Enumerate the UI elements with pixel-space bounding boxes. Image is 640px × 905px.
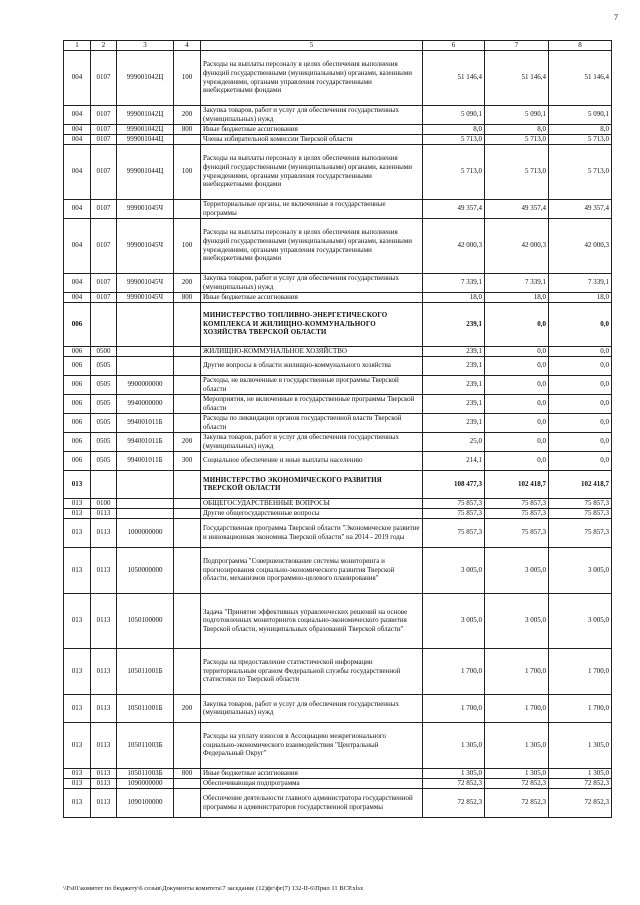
column-header: 3 (117, 41, 174, 51)
amount-col6-cell: 72 852,3 (423, 788, 485, 817)
table-row (64, 768, 612, 778)
amount-col7-cell: 49 357,4 (485, 199, 549, 218)
target-article-cell (117, 346, 174, 356)
ministry-code-cell: 004 (64, 134, 91, 144)
target-article-cell (117, 508, 174, 518)
target-article-cell: 999001044Ц (117, 134, 174, 144)
amount-col8-cell: 42 000,3 (549, 218, 612, 273)
section-code-cell: 0113 (91, 778, 117, 788)
target-article-cell: 1050100000 (117, 593, 174, 648)
amount-col8-cell: 0,0 (549, 432, 612, 451)
table-row (64, 218, 612, 273)
amount-col6-cell: 3 005,0 (423, 593, 485, 648)
description-cell: Закупка товаров, работ и услуг для обеспечения государственных (муниципальных) нужд (201, 432, 423, 451)
expense-type-cell (174, 508, 201, 518)
amount-col7-cell: 102 418,7 (485, 470, 549, 498)
section-code-cell: 0505 (91, 356, 117, 375)
section-code-cell: 0107 (91, 199, 117, 218)
expense-type-cell (174, 394, 201, 413)
ministry-code-cell: 006 (64, 394, 91, 413)
amount-col8-cell: 1 700,0 (549, 694, 612, 722)
section-code-cell: 0113 (91, 508, 117, 518)
expense-type-cell (174, 302, 201, 346)
amount-col7-cell: 5 090,1 (485, 105, 549, 124)
column-header: 5 (201, 41, 423, 51)
target-article-cell: 105011001Б (117, 648, 174, 694)
table-row (64, 50, 612, 105)
amount-col7-cell: 0,0 (485, 356, 549, 375)
description-cell: Территориальные органы, не включенные в государственные программы (201, 199, 423, 218)
amount-col7-cell: 0,0 (485, 375, 549, 394)
description-cell: Расходы, не включенные в государственные программы Тверской области (201, 375, 423, 394)
section-code-cell: 0107 (91, 105, 117, 124)
ministry-code-cell: 013 (64, 722, 91, 768)
table-row (64, 302, 612, 346)
page-number: 7 (614, 13, 618, 22)
description-cell: Расходы по ликвидации органов государственной власти Тверской области (201, 413, 423, 432)
description-cell: Обеспечивающая подпрограмма (201, 778, 423, 788)
target-article-cell: 105011001Б (117, 694, 174, 722)
amount-col6-cell: 72 852,3 (423, 778, 485, 788)
amount-col8-cell: 3 005,0 (549, 593, 612, 648)
expense-type-cell (174, 498, 201, 508)
description-cell: МИНИСТЕРСТВО ТОПЛИВНО-ЭНЕРГЕТИЧЕСКОГО КОМПЛЕКСА И ЖИЛИЩНО-КОММУНАЛЬНОГО ХОЗЯЙСТВА ТВЕРСКОЙ ОБЛАСТИ (201, 302, 423, 346)
ministry-code-cell: 006 (64, 356, 91, 375)
amount-col7-cell: 1 700,0 (485, 694, 549, 722)
amount-col7-cell: 0,0 (485, 451, 549, 470)
ministry-code-cell: 006 (64, 346, 91, 356)
table-row (64, 346, 612, 356)
amount-col8-cell: 0,0 (549, 375, 612, 394)
ministry-code-cell: 013 (64, 518, 91, 547)
target-article-cell: 994001011Б (117, 413, 174, 432)
amount-col6-cell: 239,1 (423, 394, 485, 413)
section-code-cell (91, 302, 117, 346)
description-cell: Другие вопросы в области жилищно-коммунального хозяйства (201, 356, 423, 375)
ministry-code-cell: 004 (64, 218, 91, 273)
expense-type-cell (174, 518, 201, 547)
target-article-cell: 9940000000 (117, 394, 174, 413)
amount-col8-cell: 8,0 (549, 124, 612, 134)
amount-col8-cell: 1 305,0 (549, 768, 612, 778)
column-header: 7 (485, 41, 549, 51)
section-code-cell (91, 470, 117, 498)
amount-col6-cell: 1 305,0 (423, 722, 485, 768)
expense-type-cell: 200 (174, 694, 201, 722)
description-cell: Расходы на выплаты персоналу в целях обеспечения выполнения функций государственными (муниципальными) органами, казенными учреждениями, органами управления государственными внебюджетными фондами (201, 144, 423, 199)
description-cell: Закупка товаров, работ и услуг для обеспечения государственных (муниципальных) нужд (201, 694, 423, 722)
expense-type-cell: 800 (174, 292, 201, 302)
amount-col8-cell: 72 852,3 (549, 788, 612, 817)
section-code-cell: 0107 (91, 144, 117, 199)
ministry-code-cell: 013 (64, 694, 91, 722)
amount-col7-cell: 42 000,3 (485, 218, 549, 273)
ministry-code-cell: 006 (64, 432, 91, 451)
ministry-code-cell: 006 (64, 375, 91, 394)
section-code-cell: 0113 (91, 768, 117, 778)
expense-type-cell (174, 199, 201, 218)
target-article-cell: 999001045Ч (117, 199, 174, 218)
amount-col7-cell: 18,0 (485, 292, 549, 302)
description-cell: Государственная программа Тверской области "Экономическое развитие и инновационная экономика Тверской области" на 2014 - 2019 годы (201, 518, 423, 547)
amount-col8-cell: 0,0 (549, 413, 612, 432)
section-code-cell: 0505 (91, 451, 117, 470)
section-code-cell: 0107 (91, 134, 117, 144)
amount-col6-cell: 25,0 (423, 432, 485, 451)
amount-col6-cell: 5 713,0 (423, 134, 485, 144)
ministry-code-cell: 013 (64, 547, 91, 593)
section-code-cell: 0505 (91, 432, 117, 451)
amount-col7-cell: 1 305,0 (485, 768, 549, 778)
amount-col6-cell: 75 857,3 (423, 518, 485, 547)
amount-col7-cell: 75 857,3 (485, 518, 549, 547)
amount-col8-cell: 51 146,4 (549, 50, 612, 105)
description-cell: Закупка товаров, работ и услуг для обеспечения государственных (муниципальных) нужд (201, 105, 423, 124)
description-cell: Обеспечение деятельности главного администратора государственной программы и администраторов государственной программы (201, 788, 423, 817)
amount-col8-cell: 1 700,0 (549, 648, 612, 694)
expense-type-cell (174, 134, 201, 144)
target-article-cell (117, 302, 174, 346)
ministry-code-cell: 013 (64, 778, 91, 788)
column-header: 8 (549, 41, 612, 51)
ministry-code-cell: 013 (64, 788, 91, 817)
column-header: 4 (174, 41, 201, 51)
section-code-cell: 0107 (91, 292, 117, 302)
section-code-cell: 0113 (91, 648, 117, 694)
target-article-cell: 999001042Ц (117, 105, 174, 124)
expense-type-cell: 200 (174, 273, 201, 292)
expense-type-cell (174, 375, 201, 394)
ministry-code-cell: 013 (64, 768, 91, 778)
table-row (64, 105, 612, 124)
target-article-cell (117, 356, 174, 375)
amount-col7-cell: 0,0 (485, 394, 549, 413)
table-row (64, 470, 612, 498)
table-row (64, 648, 612, 694)
section-code-cell: 0505 (91, 413, 117, 432)
ministry-code-cell: 013 (64, 470, 91, 498)
amount-col6-cell: 1 700,0 (423, 648, 485, 694)
expense-type-cell (174, 346, 201, 356)
amount-col7-cell: 75 857,3 (485, 498, 549, 508)
description-cell: Подпрограмма "Совершенствование системы мониторинга и прогнозирования социально-экономического развития Тверской области, механизмов программно-целевого планирования" (201, 547, 423, 593)
amount-col7-cell: 72 852,3 (485, 778, 549, 788)
expense-type-cell: 100 (174, 50, 201, 105)
amount-col6-cell: 5 713,0 (423, 144, 485, 199)
amount-col6-cell: 1 305,0 (423, 768, 485, 778)
amount-col6-cell: 239,1 (423, 356, 485, 375)
target-article-cell: 1050000000 (117, 547, 174, 593)
table-row (64, 124, 612, 134)
table-row (64, 134, 612, 144)
table-row (64, 375, 612, 394)
amount-col7-cell: 3 005,0 (485, 593, 549, 648)
ministry-code-cell: 013 (64, 648, 91, 694)
ministry-code-cell: 004 (64, 273, 91, 292)
ministry-code-cell: 006 (64, 413, 91, 432)
target-article-cell: 1090100000 (117, 788, 174, 817)
description-cell: Расходы на выплаты персоналу в целях обеспечения выполнения функций государственными (муниципальными) органами, казенными учреждениями, органами управления государственными внебюджетными фондами (201, 50, 423, 105)
section-code-cell: 0113 (91, 547, 117, 593)
table-row (64, 394, 612, 413)
target-article-cell: 9900000000 (117, 375, 174, 394)
target-article-cell: 999001044Ц (117, 144, 174, 199)
amount-col6-cell: 3 005,0 (423, 547, 485, 593)
ministry-code-cell: 004 (64, 199, 91, 218)
ministry-code-cell: 004 (64, 124, 91, 134)
section-code-cell: 0113 (91, 518, 117, 547)
expense-type-cell (174, 778, 201, 788)
file-path-footer: \\Fs01\комитет по бюджету\6 созыв\Документы комитета\7 заседание (12)фг\фг(7) 132-II-6\Прил 11 ВСР.xlsx (63, 885, 364, 892)
description-cell: Иные бюджетные ассигнования (201, 292, 423, 302)
amount-col6-cell: 108 477,3 (423, 470, 485, 498)
description-cell: Иные бюджетные ассигнования (201, 124, 423, 134)
table-row (64, 451, 612, 470)
target-article-cell: 105011003Б (117, 722, 174, 768)
amount-col8-cell: 102 418,7 (549, 470, 612, 498)
amount-col6-cell: 5 090,1 (423, 105, 485, 124)
table-row (64, 547, 612, 593)
expense-type-cell: 100 (174, 218, 201, 273)
amount-col8-cell: 7 339,1 (549, 273, 612, 292)
target-article-cell (117, 470, 174, 498)
description-cell: Мероприятия, не включенные в государственные программы Тверской области (201, 394, 423, 413)
column-number-row (64, 41, 612, 51)
target-article-cell: 999001045Ч (117, 292, 174, 302)
amount-col6-cell: 18,0 (423, 292, 485, 302)
table-row (64, 292, 612, 302)
description-cell: Расходы на предоставление статистической информации территориальным органом Федеральной службы государственной статистики по Тверской области (201, 648, 423, 694)
amount-col7-cell: 5 713,0 (485, 144, 549, 199)
description-cell: ЖИЛИЩНО-КОММУНАЛЬНОЕ ХОЗЯЙСТВО (201, 346, 423, 356)
column-header: 2 (91, 41, 117, 51)
expense-type-cell (174, 470, 201, 498)
amount-col6-cell: 75 857,3 (423, 508, 485, 518)
amount-col8-cell: 75 857,3 (549, 508, 612, 518)
amount-col6-cell: 42 000,3 (423, 218, 485, 273)
amount-col7-cell: 0,0 (485, 413, 549, 432)
amount-col7-cell: 51 146,4 (485, 50, 549, 105)
table-row (64, 199, 612, 218)
amount-col6-cell: 239,1 (423, 375, 485, 394)
amount-col8-cell: 0,0 (549, 302, 612, 346)
description-cell: Другие общегосударственные вопросы (201, 508, 423, 518)
table-row (64, 788, 612, 817)
expense-type-cell (174, 648, 201, 694)
amount-col8-cell: 0,0 (549, 394, 612, 413)
amount-col7-cell: 7 339,1 (485, 273, 549, 292)
target-article-cell: 999001042Ц (117, 124, 174, 134)
description-cell: Члены избирательной комиссии Тверской области (201, 134, 423, 144)
description-cell: Расходы на уплату взносов в Ассоциацию межрегионального социально-экономического взаимодействия "Центральный Федеральный Округ" (201, 722, 423, 768)
description-cell: Закупка товаров, работ и услуг для обеспечения государственных (муниципальных) нужд (201, 273, 423, 292)
section-code-cell: 0505 (91, 394, 117, 413)
target-article-cell: 994001011Б (117, 432, 174, 451)
amount-col7-cell: 72 852,3 (485, 788, 549, 817)
target-article-cell: 994001011Б (117, 451, 174, 470)
amount-col6-cell: 75 857,3 (423, 498, 485, 508)
column-header: 1 (64, 41, 91, 51)
amount-col8-cell: 75 857,3 (549, 518, 612, 547)
amount-col8-cell: 3 005,0 (549, 547, 612, 593)
description-cell: ОБЩЕГОСУДАРСТВЕННЫЕ ВОПРОСЫ (201, 498, 423, 508)
target-article-cell: 999001045Ч (117, 273, 174, 292)
target-article-cell (117, 498, 174, 508)
amount-col6-cell: 8,0 (423, 124, 485, 134)
section-code-cell: 0100 (91, 498, 117, 508)
amount-col8-cell: 75 857,3 (549, 498, 612, 508)
table-row (64, 432, 612, 451)
amount-col7-cell: 0,0 (485, 346, 549, 356)
table-row (64, 273, 612, 292)
section-code-cell: 0107 (91, 218, 117, 273)
amount-col6-cell: 1 700,0 (423, 694, 485, 722)
amount-col7-cell: 5 713,0 (485, 134, 549, 144)
expense-type-cell: 100 (174, 144, 201, 199)
target-article-cell: 1090000000 (117, 778, 174, 788)
target-article-cell: 999001042Ц (117, 50, 174, 105)
ministry-code-cell: 004 (64, 50, 91, 105)
amount-col7-cell: 8,0 (485, 124, 549, 134)
amount-col7-cell: 0,0 (485, 302, 549, 346)
expense-type-cell: 800 (174, 768, 201, 778)
amount-col7-cell: 1 700,0 (485, 648, 549, 694)
ministry-code-cell: 006 (64, 451, 91, 470)
ministry-code-cell: 004 (64, 105, 91, 124)
amount-col8-cell: 1 305,0 (549, 722, 612, 768)
expense-type-cell (174, 413, 201, 432)
description-cell: Задача "Принятие эффективных управленческих решений на основе подготовленных мониторингов социально-экономического развития Тверской области, муниципальных образований Тверской области" (201, 593, 423, 648)
amount-col8-cell: 72 852,3 (549, 778, 612, 788)
amount-col6-cell: 239,1 (423, 346, 485, 356)
amount-col6-cell: 239,1 (423, 413, 485, 432)
section-code-cell: 0113 (91, 722, 117, 768)
target-article-cell: 999001045Ч (117, 218, 174, 273)
table-row (64, 498, 612, 508)
expense-type-cell: 300 (174, 451, 201, 470)
amount-col8-cell: 0,0 (549, 346, 612, 356)
amount-col7-cell: 75 857,3 (485, 508, 549, 518)
description-cell: МИНИСТЕРСТВО ЭКОНОМИЧЕСКОГО РАЗВИТИЯ ТВЕРСКОЙ ОБЛАСТИ (201, 470, 423, 498)
section-code-cell: 0113 (91, 788, 117, 817)
table-row (64, 356, 612, 375)
amount-col7-cell: 1 305,0 (485, 722, 549, 768)
section-code-cell: 0113 (91, 593, 117, 648)
amount-col6-cell: 239,1 (423, 302, 485, 346)
expense-type-cell: 800 (174, 124, 201, 134)
target-article-cell: 105011003Б (117, 768, 174, 778)
description-cell: Иные бюджетные ассигнования (201, 768, 423, 778)
table-row (64, 722, 612, 768)
column-header: 6 (423, 41, 485, 51)
section-code-cell: 0107 (91, 273, 117, 292)
section-code-cell: 0107 (91, 124, 117, 134)
table-row (64, 144, 612, 199)
budget-table (63, 40, 612, 818)
expense-type-cell: 200 (174, 432, 201, 451)
ministry-code-cell: 006 (64, 302, 91, 346)
expense-type-cell (174, 547, 201, 593)
ministry-code-cell: 013 (64, 498, 91, 508)
table-row (64, 593, 612, 648)
table-row (64, 694, 612, 722)
description-cell: Социальное обеспечение и иные выплаты населению (201, 451, 423, 470)
amount-col6-cell: 214,1 (423, 451, 485, 470)
table-row (64, 518, 612, 547)
description-cell: Расходы на выплаты персоналу в целях обеспечения выполнения функций государственными (муниципальными) органами, казенными учреждениями, органами управления государственными внебюджетными фондами (201, 218, 423, 273)
amount-col8-cell: 5 713,0 (549, 134, 612, 144)
expense-type-cell (174, 593, 201, 648)
amount-col6-cell: 7 339,1 (423, 273, 485, 292)
ministry-code-cell: 004 (64, 292, 91, 302)
amount-col8-cell: 5 713,0 (549, 144, 612, 199)
ministry-code-cell: 013 (64, 593, 91, 648)
table-row (64, 413, 612, 432)
section-code-cell: 0107 (91, 50, 117, 105)
ministry-code-cell: 004 (64, 144, 91, 199)
amount-col8-cell: 18,0 (549, 292, 612, 302)
expense-type-cell (174, 788, 201, 817)
table-row (64, 778, 612, 788)
amount-col8-cell: 0,0 (549, 451, 612, 470)
amount-col8-cell: 0,0 (549, 356, 612, 375)
amount-col8-cell: 5 090,1 (549, 105, 612, 124)
section-code-cell: 0500 (91, 346, 117, 356)
amount-col8-cell: 49 357,4 (549, 199, 612, 218)
amount-col6-cell: 49 357,4 (423, 199, 485, 218)
amount-col6-cell: 51 146,4 (423, 50, 485, 105)
table-row (64, 508, 612, 518)
target-article-cell: 1000000000 (117, 518, 174, 547)
amount-col7-cell: 3 005,0 (485, 547, 549, 593)
ministry-code-cell: 013 (64, 508, 91, 518)
section-code-cell: 0505 (91, 375, 117, 394)
amount-col7-cell: 0,0 (485, 432, 549, 451)
expense-type-cell (174, 356, 201, 375)
expense-type-cell: 200 (174, 105, 201, 124)
expense-type-cell (174, 722, 201, 768)
section-code-cell: 0113 (91, 694, 117, 722)
